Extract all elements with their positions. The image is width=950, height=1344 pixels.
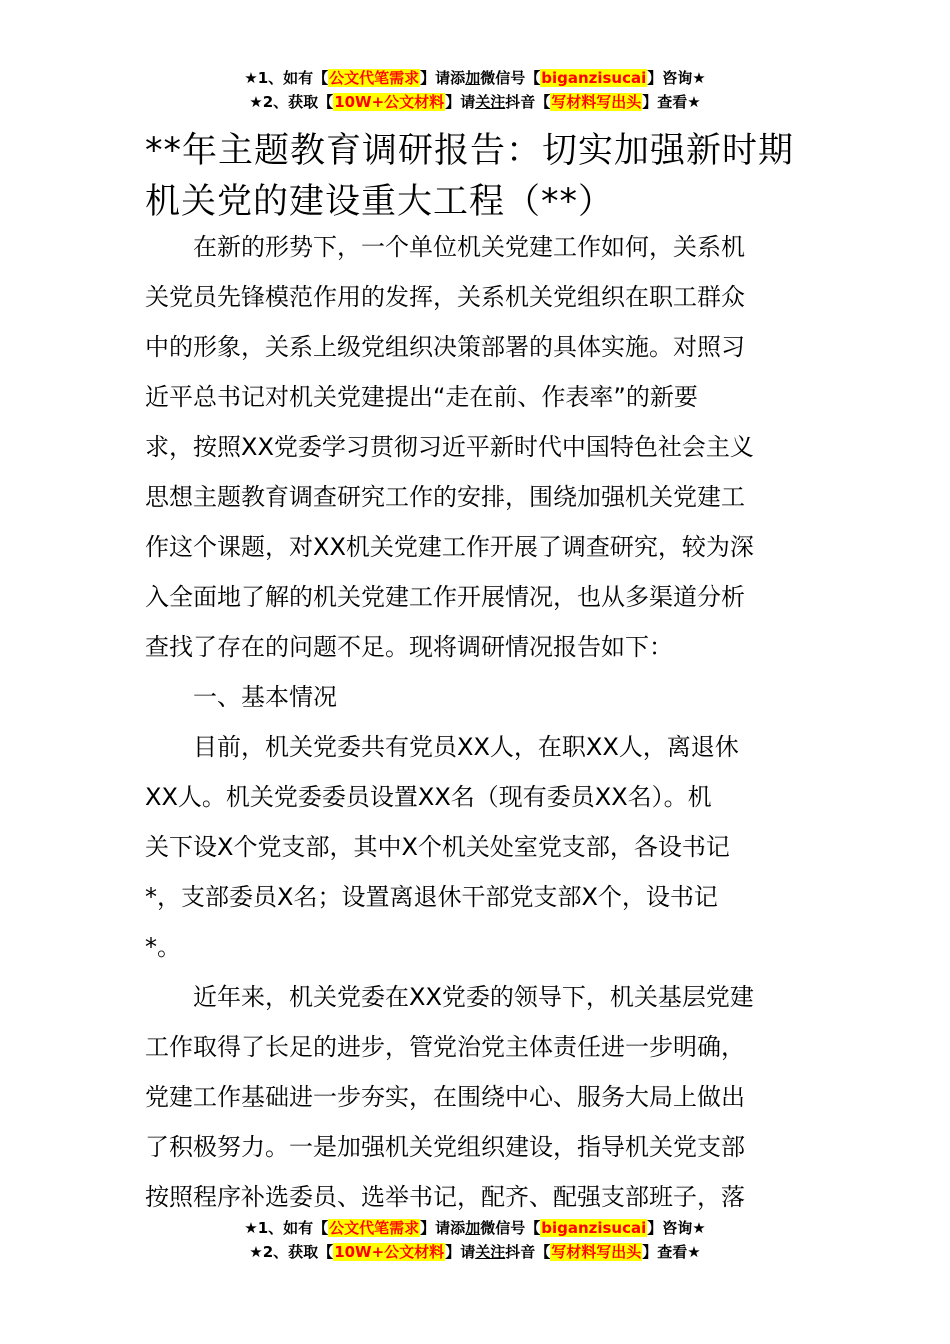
body-line: 查找了存在的问题不足。现将调研情况报告如下： xyxy=(145,633,673,661)
body-line: 近平总书记对机关党建提出“走在前、作表率”的新要 xyxy=(145,383,698,411)
body-line: 目前，机关党委共有党员XX人，在职XX人，离退休 xyxy=(193,733,739,761)
header-banner xyxy=(0,66,950,114)
body-line: 入全面地了解的机关党建工作开展情况，也从多渠道分析 xyxy=(145,583,745,611)
body-line: 在新的形势下，一个单位机关党建工作如何，关系机 xyxy=(193,233,745,261)
highlight-materials: 10W+公文材料 xyxy=(334,1243,445,1261)
highlight-douyin-account: 写材料写出头 xyxy=(551,93,642,111)
body-line: 按照程序补选委员、选举书记，配齐、配强支部班子，落 xyxy=(145,1183,745,1211)
banner-line-2: ★2、获取【10W+公文材料】请关注抖音【写材料写出头】查看★ xyxy=(249,1243,701,1261)
body-line: 党建工作基础进一步夯实，在围绕中心、服务大局上做出 xyxy=(145,1083,745,1111)
body-line: *。 xyxy=(145,933,181,961)
highlight-wechat-id: biganzisucai xyxy=(541,69,647,87)
highlight-service: 公文代笔需求 xyxy=(329,69,420,87)
body-line: 作这个课题，对XX机关党建工作开展了调查研究，较为深 xyxy=(145,533,754,561)
body-line: 求，按照XX党委学习贯彻习近平新时代中国特色社会主义 xyxy=(145,433,754,461)
body-line: 近年来，机关党委在XX党委的领导下，机关基层党建 xyxy=(193,983,754,1011)
document-body xyxy=(145,222,810,1222)
body-line: 了积极努力。一是加强机关党组织建设，指导机关党支部 xyxy=(145,1133,745,1161)
footer-banner xyxy=(0,1216,950,1264)
banner-line-1: ★1、如有【公文代笔需求】请添加微信号【biganzisucai】咨询★ xyxy=(244,69,706,87)
banner-line-1: ★1、如有【公文代笔需求】请添加微信号【biganzisucai】咨询★ xyxy=(244,1219,706,1237)
body-line: *，支部委员X名；设置离退休干部党支部X个，设书记 xyxy=(145,883,718,911)
body-line: 关党员先锋模范作用的发挥，关系机关党组织在职工群众 xyxy=(145,283,745,311)
document-title xyxy=(145,126,815,228)
body-line: 中的形象，关系上级党组织决策部署的具体实施。对照习 xyxy=(145,333,745,361)
section-heading: 一、基本情况 xyxy=(193,683,337,711)
title-line: 机关党的建设重大工程（**） xyxy=(145,182,615,222)
highlight-wechat-id: biganzisucai xyxy=(541,1219,647,1237)
banner-line-2: ★2、获取【10W+公文材料】请关注抖音【写材料写出头】查看★ xyxy=(249,93,701,111)
body-line: 关下设X个党支部，其中X个机关处室党支部，各设书记 xyxy=(145,833,730,861)
body-line: 思想主题教育调查研究工作的安排，围绕加强机关党建工 xyxy=(145,483,745,511)
highlight-service: 公文代笔需求 xyxy=(329,1219,420,1237)
highlight-douyin-account: 写材料写出头 xyxy=(551,1243,642,1261)
title-line: **年主题教育调研报告：切实加强新时期 xyxy=(145,131,795,171)
body-line: 工作取得了长足的进步，管党治党主体责任进一步明确， xyxy=(145,1033,745,1061)
highlight-materials: 10W+公文材料 xyxy=(334,93,445,111)
body-line: XX人。机关党委委员设置XX名（现有委员XX名）。机 xyxy=(145,783,712,811)
